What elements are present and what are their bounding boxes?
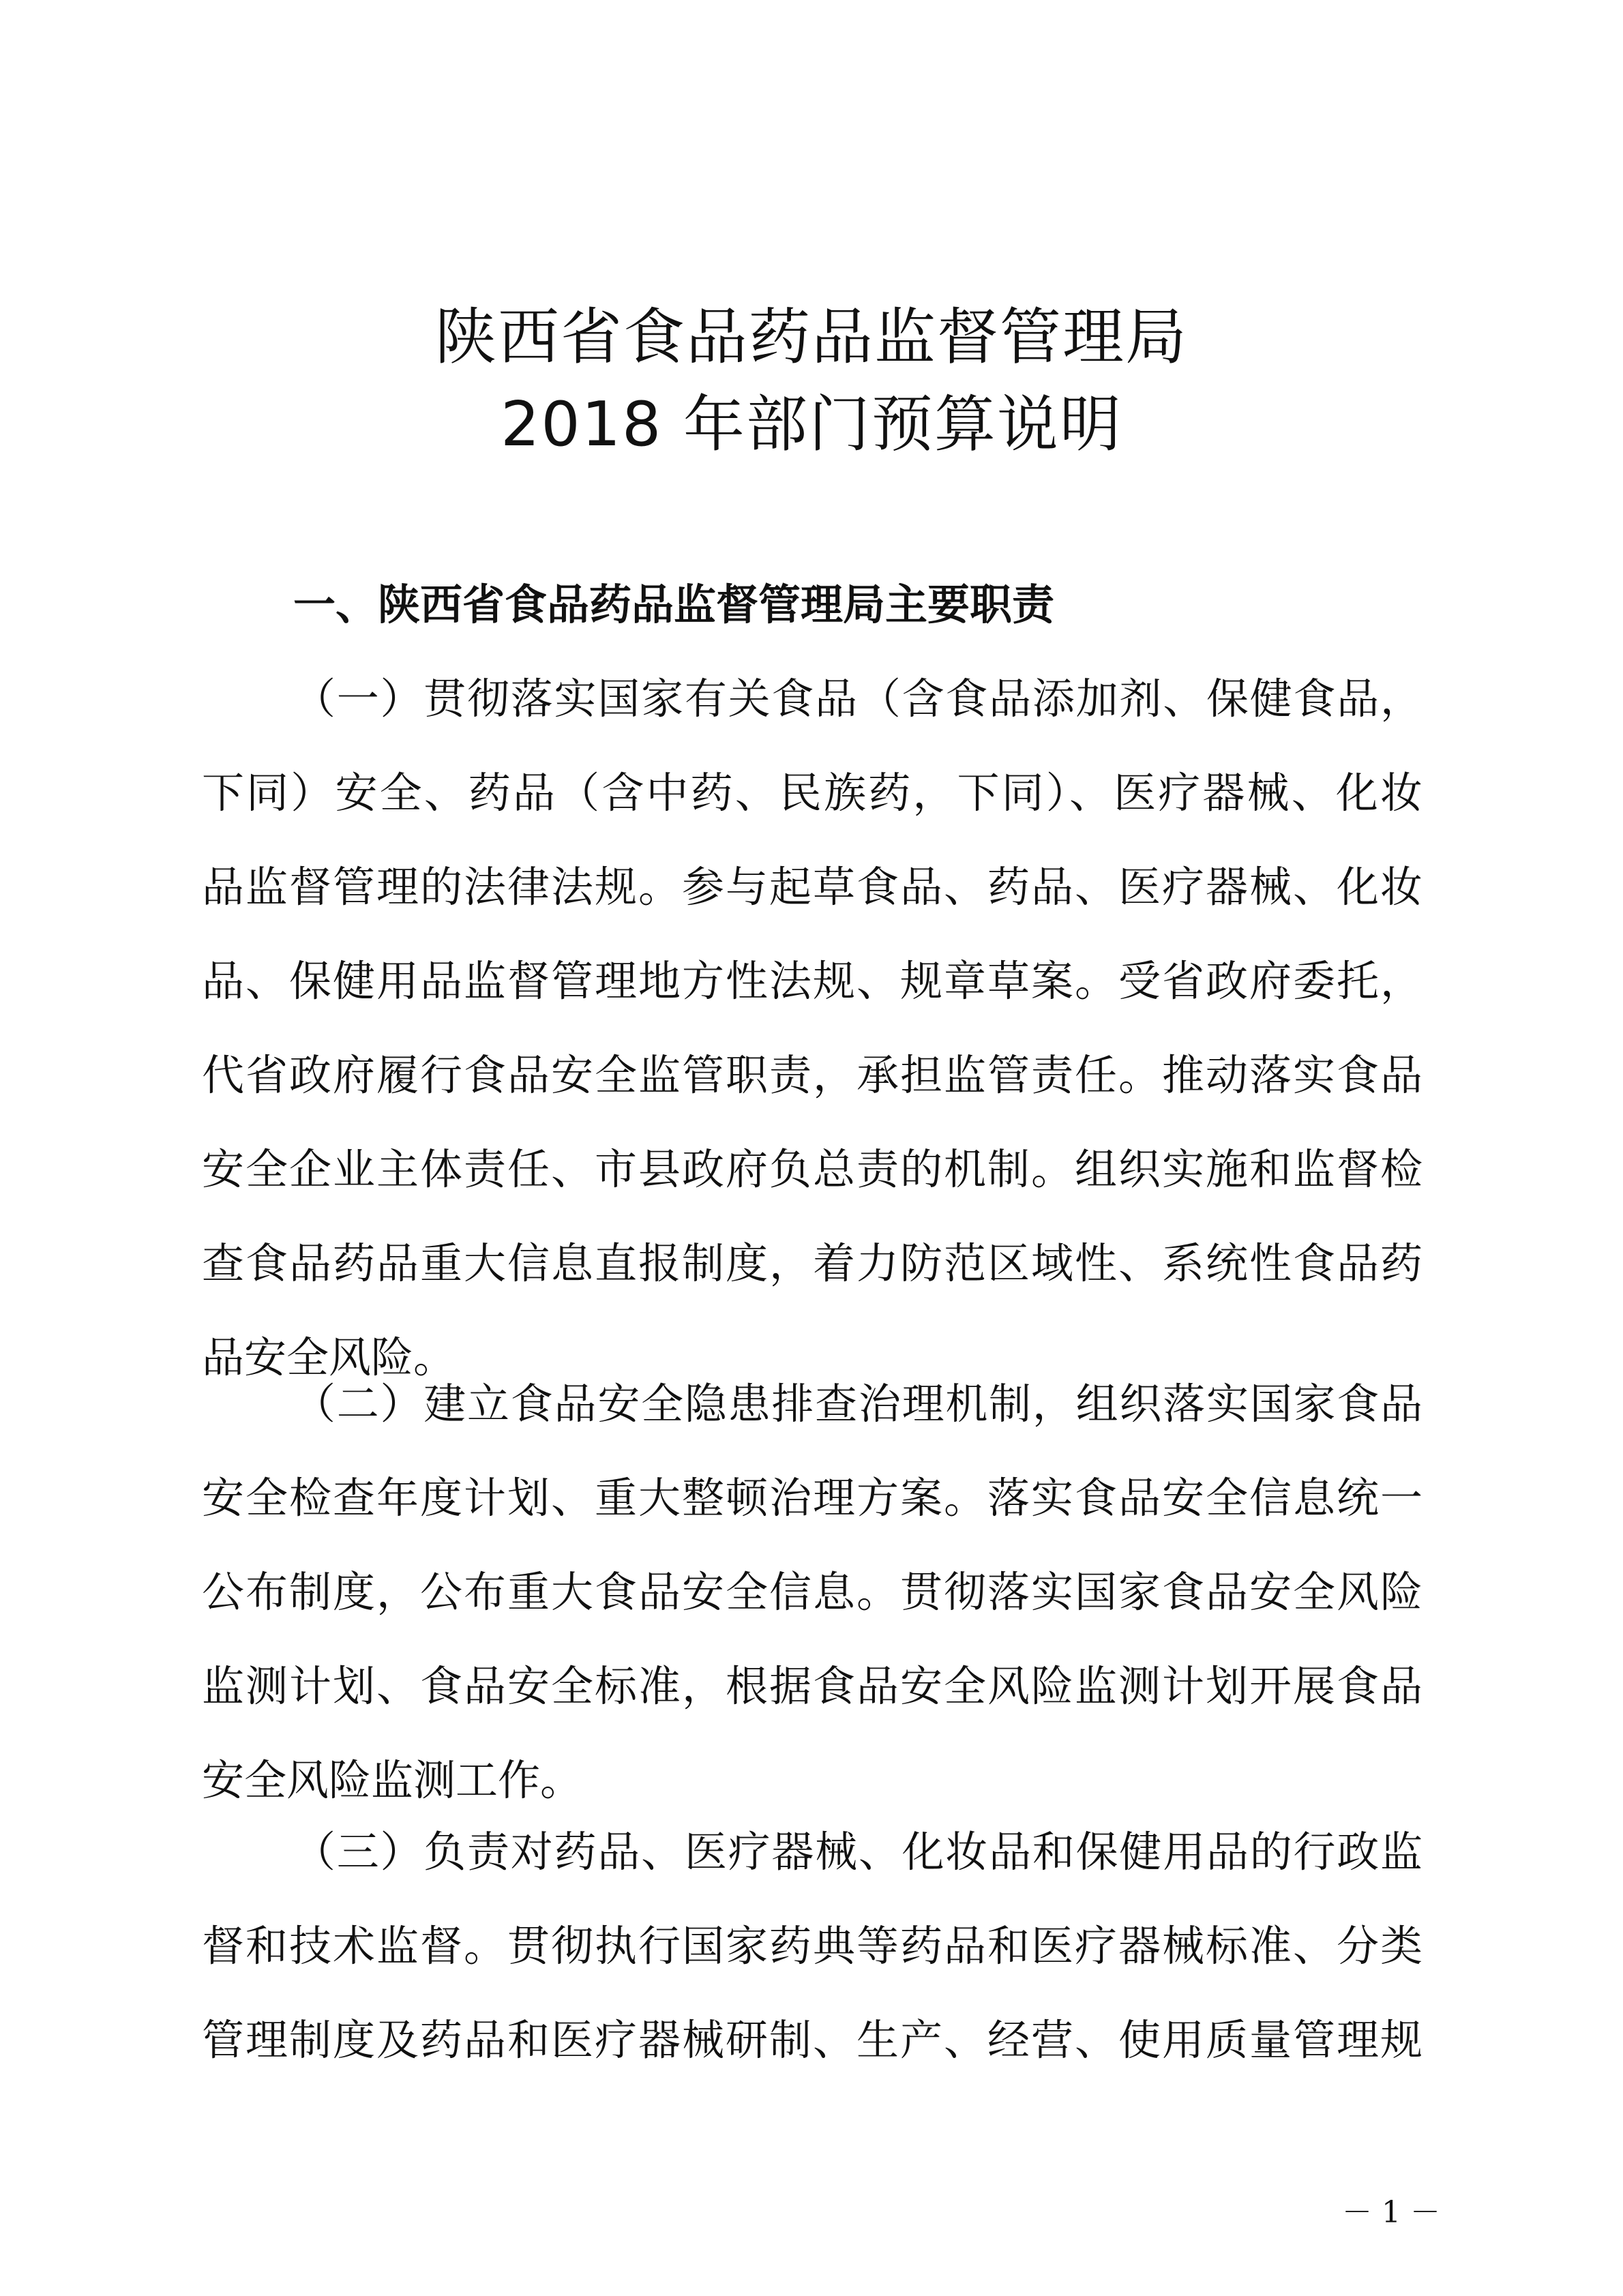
paragraph-1 [202,652,1423,1405]
paragraph-line: 查食品药品重大信息直报制度，着力防范区域性、系统性食品药 [202,1238,1423,1288]
paragraph-line: 公布制度，公布重大食品安全信息。贯彻落实国家食品安全风险 [202,1567,1423,1617]
paragraph-3 [202,1805,1423,2087]
paragraph-line: 品、保健用品监督管理地方性法规、规章草案。受省政府委托， [202,956,1423,1006]
paragraph-line: （二）建立食品安全隐患排查治理机制，组织落实国家食品 [293,1379,1423,1429]
paragraph-2 [202,1357,1423,1828]
paragraph-line: 安全企业主体责任、市县政府负总责的机制。组织实施和监督检 [202,1144,1423,1194]
paragraph-line: 管理制度及药品和医疗器械研制、生产、经营、使用质量管理规 [202,2015,1423,2065]
document-title-line1: 陕西省食品药品监督管理局 [435,301,1188,373]
paragraph-line: 监测计划、食品安全标准，根据食品安全风险监测计划开展食品 [202,1661,1423,1711]
page-number: － 1 － [1342,2195,1440,2230]
paragraph-line: 品安全风险。 [202,1332,456,1382]
paragraph-line: 安全检查年度计划、重大整顿治理方案。落实食品安全信息统一 [202,1473,1423,1523]
paragraph-line: 督和技术监督。贯彻执行国家药典等药品和医疗器械标准、分类 [202,1921,1423,1971]
document-title-line2: 2018 年部门预算说明 [501,389,1122,460]
paragraph-line: 代省政府履行食品安全监管职责，承担监管责任。推动落实食品 [202,1050,1423,1100]
section-heading: 一、陕西省食品药品监督管理局主要职责 [293,580,1055,629]
paragraph-line: 下同）安全、药品（含中药、民族药，下同）、医疗器械、化妆 [202,768,1423,818]
paragraph-line: 品监督管理的法律法规。参与起草食品、药品、医疗器械、化妆 [202,862,1423,912]
paragraph-line: （一）贯彻落实国家有关食品（含食品添加剂、保健食品， [293,674,1423,724]
paragraph-line: （三）负责对药品、医疗器械、化妆品和保健用品的行政监 [293,1827,1423,1877]
paragraph-line: 安全风险监测工作。 [202,1755,583,1805]
